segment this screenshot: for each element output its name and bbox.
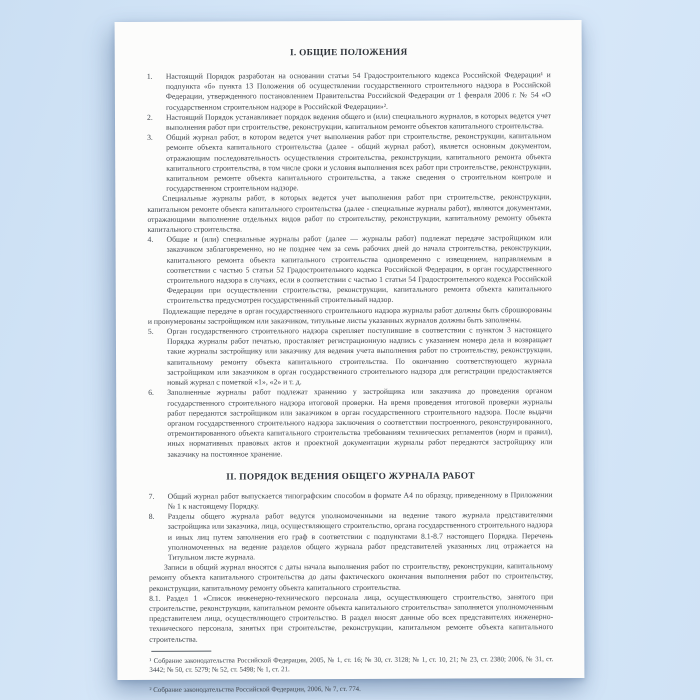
paragraph: Специальные журналы работ, в которых ведется учет выполнения работ при строительстве, реконструкции, капитальном ремонте объекта капитального строительства (далее - специальные журналы работ), являются документами, отражающими выполнение отдельных видов работ по строительству, реконструкции, капитальному ремонту объекта капитального строительства. (147, 192, 552, 234)
list-item (147, 233, 551, 306)
footnote: ¹ Собрание законодательства Российской Федерации, 2005, № 1, ст. 16; № 30, ст. 3128; № 1, ст. 10, 21; № 23, ст. 2380; 2006, № 31, ст. 3442; № 50, ст. 5279; № 52, ст. 5498; № 1, ст. 21. (149, 655, 554, 674)
list-item (147, 70, 551, 113)
footnotes-block (149, 643, 553, 695)
list-item (147, 131, 551, 194)
item-text: Общий журнал работ выпускается типографским способом в формате А4 по образцу, приведенному в Приложении № 1 к настоящему Порядку. (167, 489, 553, 511)
paragraph: Записи в общий журнал вносятся с даты начала выполнения работ по строительству, реконструкции, капитальному ремонту объекта капитального строительства до даты фактического окончания выполнения работ по строительству, реконструкции, капитальному ремонту объекта капитального строительства. (148, 561, 554, 593)
paragraph: 8.1. Раздел 1 «Список инженерно-технического персонала лица, осуществляющего строительство, занятого при строительстве, реконструкции, капитальном ремонте объекта капитального строительства» заполняется уполномоченным представителем лица, осуществляющего строительство. В раздел вносят данные обо всех представителях инженерно-технического персонала, занятых при строительстве, реконструкции, капитальном ремонте объекта капитального строительства. (149, 591, 554, 644)
list-item (149, 490, 553, 512)
footnote-rule (151, 650, 211, 651)
item-text: Общие и (или) специальные журналы работ (далее — журналы работ) подлежат передаче застройщиком или заказчиком заблаговременно, но не позднее чем за семь рабочих дней до начала строительства, реконструкции, капитального ремонта объекта капитального строительства одновременно с извещением, направляемым в соответствии с частью 5 статьи 52 Градостроительного кодекса Российской Федерации, в орган государственного строительного надзора в случаях, если в соответствии с частью 1 статьи 54 Градостроительного кодекса Российской Федерации при осуществлении строительства, реконструкции, капитального ремонта объекта капитального строительства предусмотрен государственный строительный надзор. (166, 233, 552, 306)
item-text: Настоящий Порядок устанавливает порядок ведения общего и (или) специального журналов, в которых ведется учет выполнения работ при строительстве, реконструкции, капитальном ремонте объектов капитального строительства. (165, 110, 551, 132)
item-text: Настоящий Порядок разработан на основании статьи 54 Градостроительного кодекса Российской Федерации¹ и подпункта «б» пункта 13 Положения об осуществлении государственного строительного надзора в Российской Федерации, утвержденного постановлением Правительства Российской Федерации от 1 февраля 2006 г. № 54 «О государственном строительном надзоре в Российской Федерации»². (165, 70, 551, 112)
item-text: Орган государственного строительного надзора скрепляет поступившие в соответствии с пунктом 3 настоящего Порядка журналы работ печатью, проставляет регистрационную надпись с указанием номера дела и возвращает такие журналы застройщику или заказчику для ведения учета выполнения работ по строительству, реконструкции, капитальному ремонту объекта капитального строительства. По окончанию соответствующего журнала застройщиком или заказчиком в орган государственного строительного надзора для регистрации предоставляется новый журнал с пометкой «1», «2» и т. д. (166, 325, 553, 387)
item-number: 1. (146, 71, 153, 81)
item-number: 6. (148, 388, 154, 398)
list-item (149, 510, 553, 563)
paragraph: Подлежащие передаче в орган государственного строительного надзора журналы работ должны быть сброшюрованы и пронумерованы застройщиком или заказчиком, титульные листы указанных журналов должны быть заполнены. (147, 304, 552, 326)
item-text: Общий журнал работ, в котором ведется учет выполнения работ при строительстве, реконструкции, капитальном ремонте объекта капитального строительства (далее - общий журнал работ), является основным документом, отражающим последовательность осуществления строительства, реконструкции, капитального ремонта объекта капитального строительства, в том числе сроки и условия выполнения всех работ при строительстве, реконструкции, капитальном ремонте объекта капитального строительства, а также сведения о строительном контроле и государственном строительном надзоре. (166, 131, 552, 194)
item-text: Заполненные журналы работ подлежат хранению у застройщика или заказчика до проведения органом государственного строительного надзора итоговой проверки. На время проведения итоговой проверки журналы работ передаются застройщиком или заказчиком в орган государственного строительного надзора. После выдачи органом государственного строительного надзора заключения о соответствии построенного, реконструированного, отремонтированного объекта капитального строительства требованиям технических регламентов (норм и правил), иных нормативных правовых актов и проектной документации журналы работ передаются застройщику или заказчику на постоянное хранение. (167, 386, 553, 459)
item-text: Разделы общего журнала работ ведутся уполномоченными на ведение такого журнала представителями застройщика или заказчика, лица, осуществляющего строительство, органа государственного строительного надзора и иных лиц путем заполнения его граф в соответствии с подпунктами 8.1-8.7 настоящего Порядка. Перечень уполномоченных на ведение разделов общего журнала работ представителей указанных лиц отражается на Титульном листе журнала. (167, 510, 553, 562)
section-title: II. ПОРЯДОК ВЕДЕНИЯ ОБЩЕГО ЖУРНАЛА РАБОТ (226, 471, 475, 483)
footnote: ² Собрание законодательства Российской Федерации, 2006, № 7, ст. 774. (149, 685, 361, 694)
section-title: I. ОБЩИЕ ПОЛОЖЕНИЯ (289, 47, 408, 59)
item-number: 7. (148, 491, 155, 501)
item-number: 5. (147, 326, 154, 336)
document-page (115, 20, 585, 694)
item-number: 3. (147, 133, 153, 143)
item-number: 4. (147, 235, 154, 245)
list-item (147, 111, 551, 133)
item-number: 8. (148, 511, 155, 522)
list-item (148, 386, 552, 459)
list-item (148, 325, 552, 388)
item-number: 2. (146, 112, 153, 122)
